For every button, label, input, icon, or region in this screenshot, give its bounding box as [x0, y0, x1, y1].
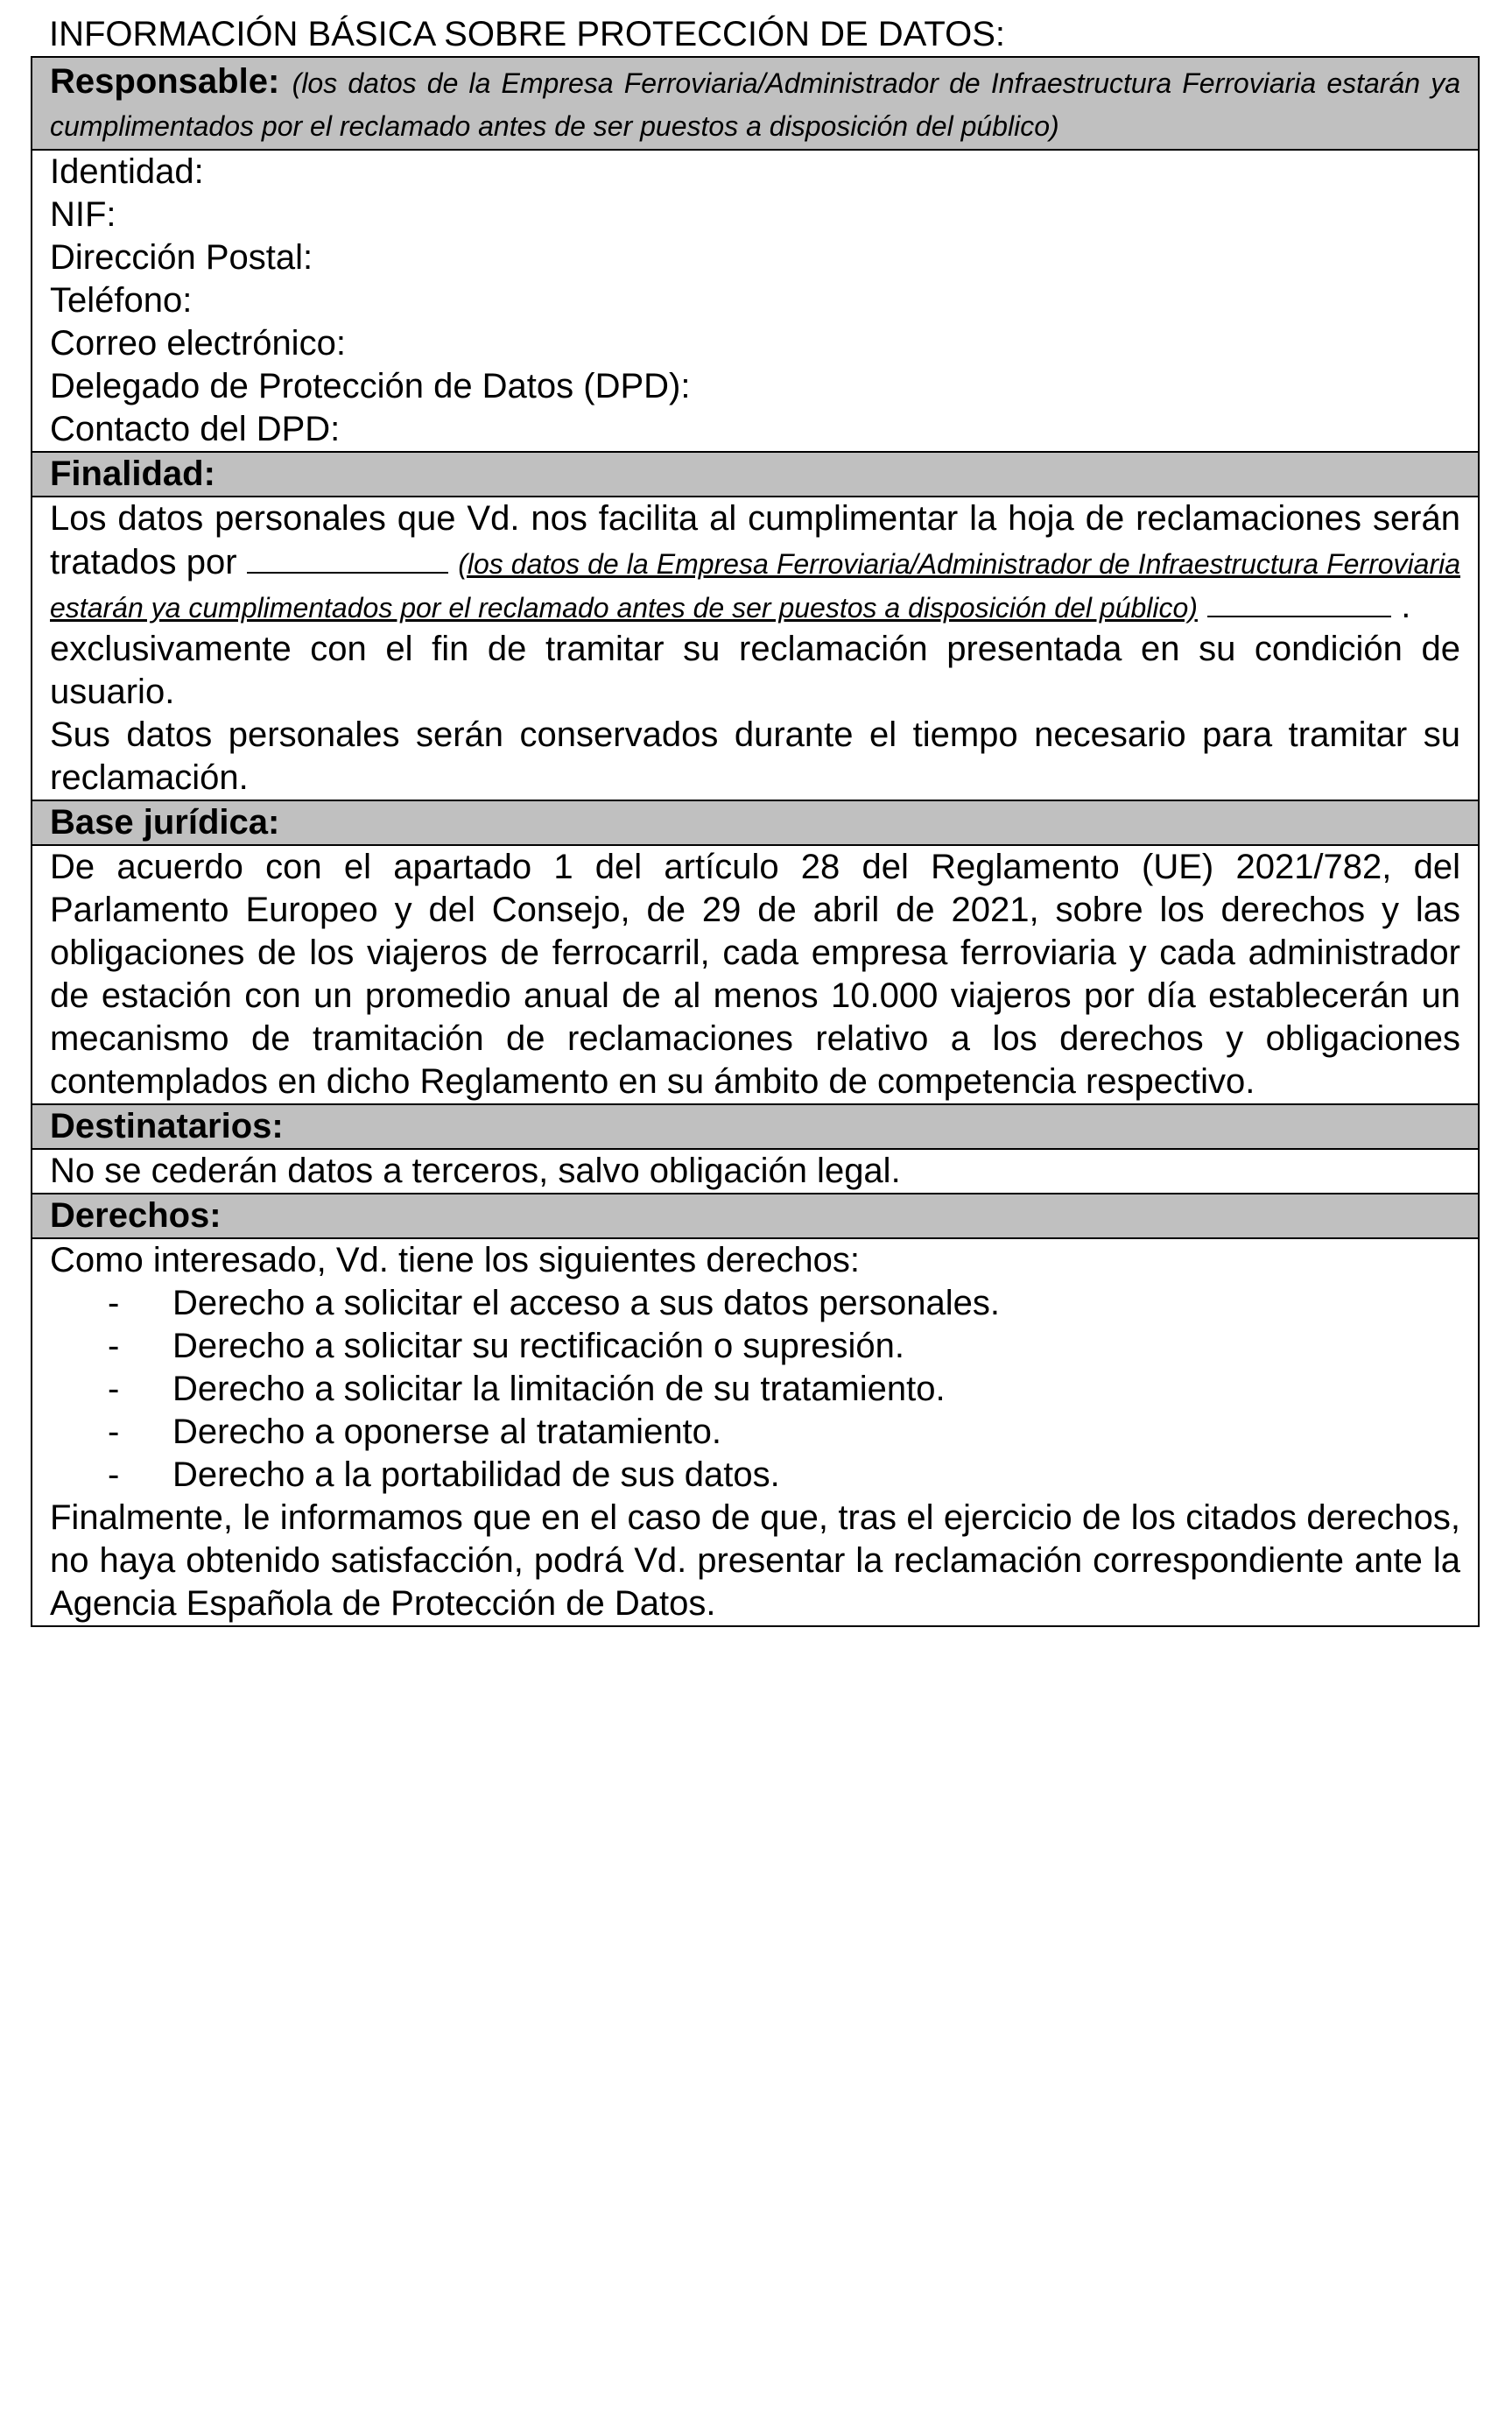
bullet-dash: -	[108, 1327, 120, 1365]
field-delegado-dpd: Delegado de Protección de Datos (DPD):	[50, 367, 691, 405]
list-item	[50, 1454, 1460, 1497]
rights-list	[50, 1282, 1460, 1497]
bullet-dash: -	[108, 1455, 120, 1494]
section-header-derechos	[32, 1193, 1478, 1237]
blank-fill-line	[247, 540, 448, 574]
section-header-responsable	[32, 58, 1478, 149]
finalidad-period: .	[1401, 587, 1411, 625]
right-item-text: Derecho a solicitar la limitación de su tratamiento.	[172, 1370, 946, 1408]
data-protection-table	[31, 56, 1480, 1627]
bullet-dash: -	[108, 1370, 120, 1408]
section-body-derechos	[32, 1237, 1478, 1625]
derechos-label: Derechos:	[50, 1196, 222, 1235]
section-header-base-juridica	[32, 800, 1478, 844]
finalidad-purpose: exclusivamente con el fin de tramitar su reclamación presentada en su condición de usuario.	[50, 630, 1460, 711]
field-contacto-dpd: Contacto del DPD:	[50, 410, 341, 448]
right-item-text: Derecho a la portabilidad de sus datos.	[172, 1455, 780, 1494]
bullet-dash: -	[108, 1413, 120, 1451]
right-item-text: Derecho a solicitar su rectificación o supresión.	[172, 1327, 904, 1365]
finalidad-retention: Sus datos personales serán conservados durante el tiempo necesario para tramitar su reclamación.	[50, 715, 1460, 797]
section-body-base-juridica	[32, 844, 1478, 1103]
section-body-finalidad	[32, 496, 1478, 800]
section-header-finalidad	[32, 451, 1478, 496]
field-identidad: Identidad:	[50, 152, 204, 191]
base-juridica-text: De acuerdo con el apartado 1 del artículo 28 del Reglamento (UE) 2021/782, del Parlamento Europeo y del Consejo, de 29 de abril de 2021, sobre los derechos y las obligaciones de los viajeros de ferrocarril, cada empresa ferroviaria y cada administrador de estación con un promedio anual de al menos 10.000 viajeros por día establecerán un mecanismo de tramitación de reclamaciones relativo a los derechos y obligaciones contemplados en dicho Reglamento en su ámbito de competencia respectivo.	[50, 848, 1460, 1101]
field-nif: NIF:	[50, 195, 116, 234]
finalidad-note: (los datos de la Empresa Ferroviaria/Administrador de Infraestructura Ferroviaria estarán ya cumplimentados por el reclamado antes de ser puestos a disposición del público)	[50, 548, 1460, 624]
field-telefono: Teléfono:	[50, 281, 193, 320]
finalidad-intro-paragraph	[50, 497, 1460, 628]
section-header-destinatarios	[32, 1103, 1478, 1148]
bullet-dash: -	[108, 1284, 120, 1322]
finalidad-label: Finalidad:	[50, 454, 215, 493]
list-item	[50, 1325, 1460, 1368]
field-correo-electronico: Correo electrónico:	[50, 324, 346, 363]
destinatarios-text: No se cederán datos a terceros, salvo obligación legal.	[50, 1152, 901, 1190]
derechos-closing: Finalmente, le informamos que en el caso de que, tras el ejercicio de los citados derechos, no haya obtenido satisfacción, podrá Vd. presentar la reclamación correspondiente ante la Agencia Española de Protección de Datos.	[50, 1498, 1460, 1623]
derechos-intro: Como interesado, Vd. tiene los siguientes derechos:	[50, 1241, 860, 1279]
blank-fill-line	[1207, 584, 1391, 617]
section-body-responsable	[32, 149, 1478, 451]
finalidad-intro: Los datos personales que Vd. nos facilita al cumplimentar la hoja de reclamaciones serán tratados por	[50, 499, 1460, 581]
document-title: INFORMACIÓN BÁSICA SOBRE PROTECCIÓN DE DATOS:	[49, 15, 1006, 53]
destinatarios-label: Destinatarios:	[50, 1107, 284, 1145]
section-body-destinatarios	[32, 1148, 1478, 1193]
field-direccion-postal: Dirección Postal:	[50, 238, 313, 277]
list-item	[50, 1411, 1460, 1454]
right-item-text: Derecho a oponerse al tratamiento.	[172, 1413, 722, 1451]
list-item	[50, 1282, 1460, 1325]
responsable-note: (los datos de la Empresa Ferroviaria/Administrador de Infraestructura Ferroviaria estarán ya cumplimentados por el reclamado antes de ser puestos a disposición del público)	[50, 67, 1460, 142]
right-item-text: Derecho a solicitar el acceso a sus datos personales.	[172, 1284, 1000, 1322]
responsable-label: Responsable:	[50, 62, 280, 101]
list-item	[50, 1368, 1460, 1411]
base-juridica-label: Base jurídica:	[50, 803, 280, 842]
